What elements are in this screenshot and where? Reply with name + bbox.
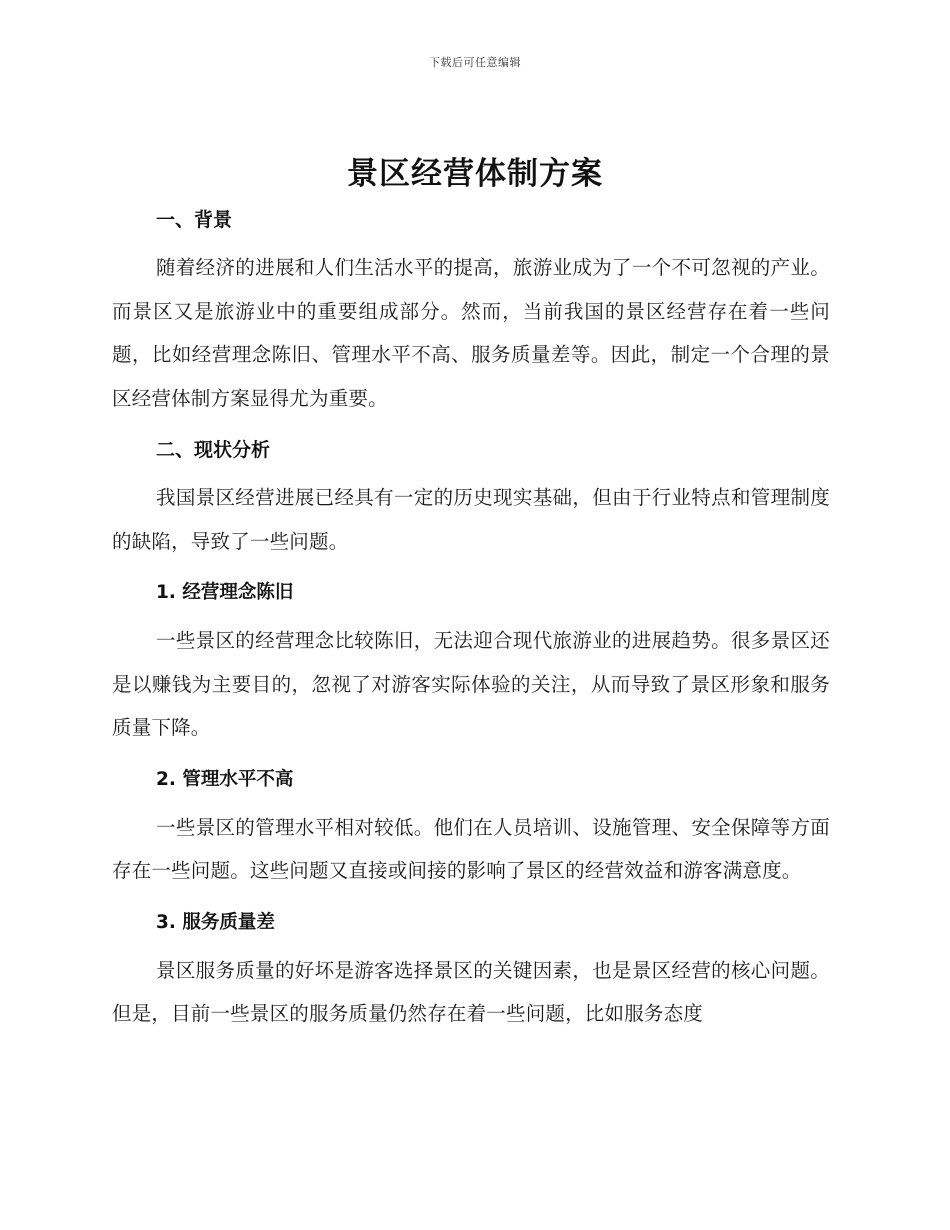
subsection-heading-outdated-concept: 1. 经营理念陈旧 — [156, 582, 294, 603]
section-paragraph-background: 随着经济的进展和人们生活水平的提高，旅游业成为了一个不可忽视的产业。而景区又是旅游业中的重要组成部分。然而，当前我国的景区经营存在着一些问题，比如经营理念陈旧、管理水平不高、服务质量差等。因此，制定一个合理的景区经营体制方案显得尤为重要。 — [112, 256, 830, 410]
header-note: 下载后可任意编辑 — [429, 56, 521, 69]
subsection-heading-management-level: 2. 管理水平不高 — [156, 768, 294, 790]
document-body — [112, 204, 830, 1036]
section-heading-status-analysis: 二、现状分析 — [156, 439, 271, 461]
subsection-heading-service-quality: 3. 服务质量差 — [156, 911, 275, 933]
subsection-paragraph-outdated-concept: 一些景区的经营理念比较陈旧，无法迎合现代旅游业的进展趋势。很多景区还是以赚钱为主要目的，忽视了对游客实际体验的关注，从而导致了景区形象和服务质量下降。 — [112, 629, 830, 739]
subsection-paragraph-service-quality: 景区服务质量的好坏是游客选择景区的关键因素，也是景区经营的核心问题。但是，目前一些景区的服务质量仍然存在着一些问题，比如服务态度 — [112, 958, 830, 1025]
section-heading-background: 一、背景 — [156, 209, 233, 231]
section-paragraph-status-analysis: 我国景区经营进展已经具有一定的历史现实基础，但由于行业特点和管理制度的缺陷，导致了一些问题。 — [112, 486, 830, 553]
document-title: 景区经营体制方案 — [347, 156, 603, 192]
subsection-paragraph-management-level: 一些景区的管理水平相对较低。他们在人员培训、设施管理、安全保障等方面存在一些问题。这些问题又直接或间接的影响了景区的经营效益和游客满意度。 — [112, 815, 830, 882]
